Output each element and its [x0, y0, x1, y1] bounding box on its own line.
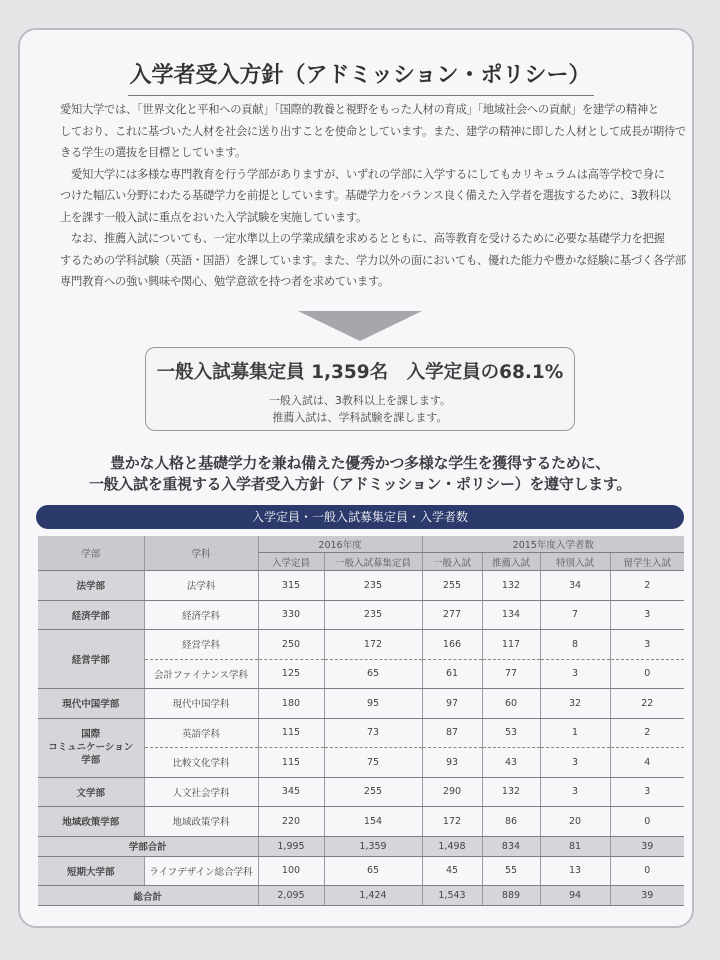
table-row: [38, 571, 684, 601]
value-cell: 1,424: [324, 886, 422, 906]
faculty-cell: 国際 コミュニケーション 学部: [38, 718, 144, 777]
header-recommend: 推薦入試: [482, 553, 540, 571]
value-cell: 61: [422, 659, 482, 689]
value-cell: 39: [610, 836, 684, 856]
value-cell: 73: [324, 718, 422, 748]
value-cell: 172: [324, 630, 422, 660]
value-cell: 889: [482, 886, 540, 906]
value-cell: 255: [422, 571, 482, 601]
value-cell: 834: [482, 836, 540, 856]
intro-line: 愛知大学では、「世界文化と平和への貢献」「国際的教養と視野をもった人材の育成」「地域社会への貢献」を建学の精神と: [60, 103, 659, 116]
intro-line: きる学生の選抜を目標としています。: [60, 146, 247, 159]
value-cell: 55: [482, 856, 540, 886]
value-cell: 0: [610, 659, 684, 689]
value-cell: 1,498: [422, 836, 482, 856]
value-cell: 154: [324, 807, 422, 837]
intro-line: 上を課す一般入試に重点をおいた入学試験を実施しています。: [60, 210, 368, 224]
table-row: [38, 718, 684, 748]
faculty-cell: 文学部: [38, 777, 144, 807]
value-cell: 100: [258, 856, 324, 886]
table-row: [38, 807, 684, 837]
value-cell: 0: [610, 856, 684, 886]
intro-line: 専門教育への強い興味や関心、勉学意欲を持つ者を求めています。: [60, 275, 390, 288]
lead-line-2: 一般入試を重視する入学者受入方針（アドミッション・ポリシー）を遵守します。: [88, 475, 632, 493]
value-cell: 3: [610, 630, 684, 660]
value-cell: 1,359: [324, 836, 422, 856]
value-cell: 345: [258, 777, 324, 807]
value-cell: 75: [324, 748, 422, 778]
department-cell: 経営学科: [144, 630, 258, 660]
value-cell: 2: [610, 718, 684, 748]
value-cell: 134: [482, 600, 540, 630]
value-cell: 3: [610, 600, 684, 630]
enrollment-table: [38, 536, 684, 906]
department-cell: 英語学科: [144, 718, 258, 748]
table-row: [38, 856, 684, 886]
department-cell: 地域政策学科: [144, 807, 258, 837]
value-cell: 3: [540, 659, 610, 689]
value-cell: 32: [540, 689, 610, 719]
table-title-band: 入学定員・一般入試募集定員・入学者数: [36, 505, 684, 529]
intro-line: なお、推薦入試についても、一定水準以上の学業成績を求めるとともに、高等教育を受けるために必要な基礎学力を把握: [60, 232, 665, 245]
total-label: 総合計: [38, 886, 258, 906]
total-row: [38, 886, 684, 906]
value-cell: 97: [422, 689, 482, 719]
value-cell: 172: [422, 807, 482, 837]
value-cell: 255: [324, 777, 422, 807]
table-row: [38, 630, 684, 660]
value-cell: 0: [610, 807, 684, 837]
value-cell: 315: [258, 571, 324, 601]
value-cell: 235: [324, 571, 422, 601]
value-cell: 1,995: [258, 836, 324, 856]
value-cell: 4: [610, 748, 684, 778]
value-cell: 115: [258, 718, 324, 748]
quota-note-general: 一般入試は、3教科以上を課します。: [268, 394, 452, 407]
value-cell: 115: [258, 748, 324, 778]
table-row: [38, 689, 684, 719]
down-arrow-icon: [298, 311, 422, 341]
header-international: 留学生入試: [610, 553, 684, 571]
value-cell: 3: [540, 777, 610, 807]
value-cell: 132: [482, 571, 540, 601]
header-capacity: 入学定員: [258, 553, 324, 571]
header-general: 一般入試: [422, 553, 482, 571]
faculty-cell: 地域政策学部: [38, 807, 144, 837]
quota-headline: 一般入試募集定員 1,359名 入学定員の68.1%: [156, 362, 564, 383]
quota-box: [145, 347, 575, 431]
faculty-cell: 法学部: [38, 571, 144, 601]
value-cell: 81: [540, 836, 610, 856]
value-cell: 65: [324, 856, 422, 886]
value-cell: 180: [258, 689, 324, 719]
value-cell: 7: [540, 600, 610, 630]
value-cell: 13: [540, 856, 610, 886]
value-cell: 43: [482, 748, 540, 778]
intro-text: [60, 99, 686, 293]
header-faculty: 学部: [38, 536, 144, 571]
header-department: 学科: [144, 536, 258, 571]
value-cell: 60: [482, 689, 540, 719]
value-cell: 3: [540, 748, 610, 778]
page-title: 入学者受入方針（アドミッション・ポリシー）: [129, 63, 591, 88]
value-cell: 93: [422, 748, 482, 778]
header-2015: 2015年度入学者数: [422, 536, 684, 553]
value-cell: 53: [482, 718, 540, 748]
value-cell: 1,543: [422, 886, 482, 906]
quota-note-recommend: 推薦入試は、学科試験を課します。: [272, 411, 448, 424]
faculty-cell: 短期大学部: [38, 856, 144, 886]
value-cell: 220: [258, 807, 324, 837]
header-2016: 2016年度: [258, 536, 422, 553]
department-cell: 比較文化学科: [144, 748, 258, 778]
value-cell: 94: [540, 886, 610, 906]
value-cell: 86: [482, 807, 540, 837]
department-cell: 法学科: [144, 571, 258, 601]
value-cell: 8: [540, 630, 610, 660]
value-cell: 132: [482, 777, 540, 807]
value-cell: 1: [540, 718, 610, 748]
value-cell: 39: [610, 886, 684, 906]
intro-line: 愛知大学には多様な専門教育を行う学部がありますが、いずれの学部に入学するにしてもカリキュラムは高等学校で身に: [60, 167, 665, 181]
table-row: [38, 777, 684, 807]
intro-line: するための学科試験（英語・国語）を課しています。また、学力以外の面においても、優れた能力や豊かな経験に基づく各学部: [60, 253, 686, 267]
subtotal-label: 学部合計: [38, 836, 258, 856]
department-cell: 人文社会学科: [144, 777, 258, 807]
faculty-cell: 経営学部: [38, 630, 144, 689]
department-cell: 会計ファイナンス学科: [144, 659, 258, 689]
faculty-cell: 現代中国学部: [38, 689, 144, 719]
value-cell: 2,095: [258, 886, 324, 906]
value-cell: 277: [422, 600, 482, 630]
value-cell: 65: [324, 659, 422, 689]
value-cell: 3: [610, 777, 684, 807]
value-cell: 125: [258, 659, 324, 689]
value-cell: 20: [540, 807, 610, 837]
value-cell: 22: [610, 689, 684, 719]
value-cell: 250: [258, 630, 324, 660]
header-special: 特別入試: [540, 553, 610, 571]
department-cell: 経済学科: [144, 600, 258, 630]
title-underline: [128, 95, 594, 96]
value-cell: 166: [422, 630, 482, 660]
table-header-row: [38, 536, 684, 553]
value-cell: 330: [258, 600, 324, 630]
value-cell: 2: [610, 571, 684, 601]
value-cell: 34: [540, 571, 610, 601]
subtotal-row: [38, 836, 684, 856]
department-cell: 現代中国学科: [144, 689, 258, 719]
value-cell: 235: [324, 600, 422, 630]
table-row: [38, 600, 684, 630]
intro-line: しており、これに基づいた人材を社会に送り出すことを使命としています。また、建学の精神に即した人材として成長が期待で: [60, 124, 686, 138]
lead-line-1: 豊かな人格と基礎学力を兼ね備えた優秀かつ多様な学生を獲得するために、: [110, 454, 610, 472]
department-cell: ライフデザイン総合学科: [144, 856, 258, 886]
faculty-cell: 経済学部: [38, 600, 144, 630]
intro-line: つけた幅広い分野にわたる基礎学力を前提としています。基礎学力をバランス良く備えた入学者を選抜するために、3教科以: [60, 189, 671, 202]
value-cell: 45: [422, 856, 482, 886]
value-cell: 77: [482, 659, 540, 689]
value-cell: 87: [422, 718, 482, 748]
header-general-quota: 一般入試募集定員: [324, 553, 422, 571]
value-cell: 95: [324, 689, 422, 719]
value-cell: 290: [422, 777, 482, 807]
value-cell: 117: [482, 630, 540, 660]
